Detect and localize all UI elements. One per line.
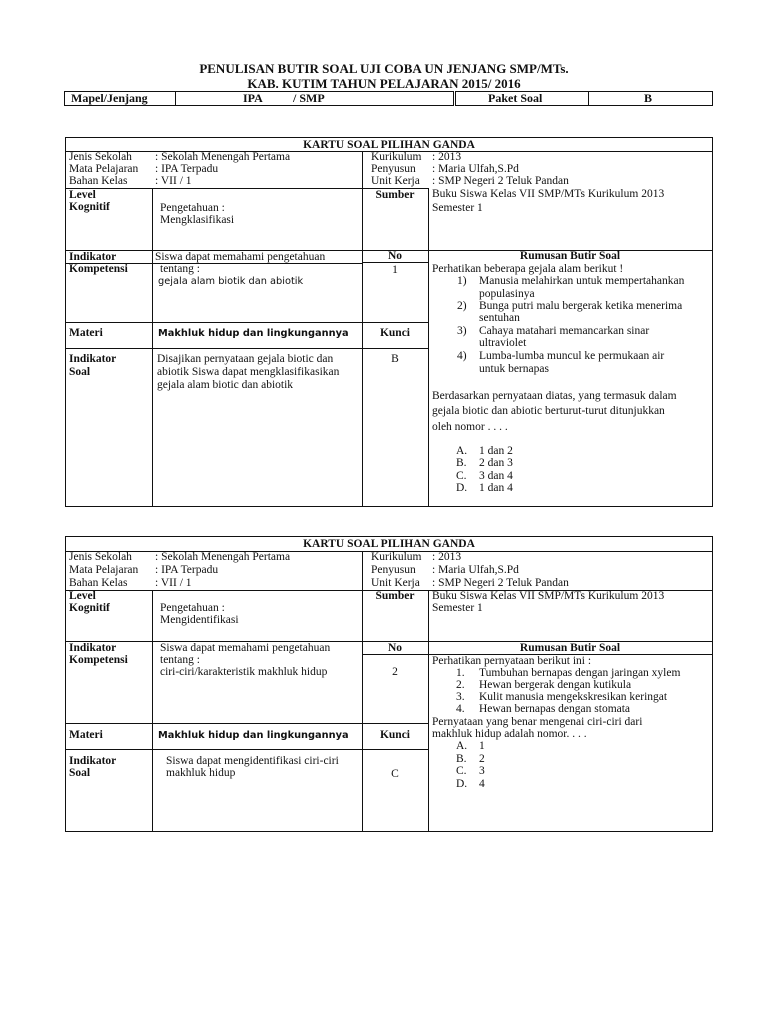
option-c-letter: C.	[456, 470, 467, 482]
materi-label: Materi	[69, 729, 103, 741]
materi-label: Materi	[69, 327, 103, 339]
unit-kerja-value: : SMP Negeri 2 Teluk Pandan	[432, 577, 569, 589]
indikator-kompetensi-value-2: tentang :	[160, 263, 200, 275]
indikator-kompetensi-label-2: Kompetensi	[69, 654, 128, 666]
option-d-text: 1 dan 4	[479, 482, 513, 494]
option-c-text: 3 dan 4	[479, 470, 513, 482]
statement-1-line-2: populasinya	[479, 288, 535, 300]
unit-kerja-value: : SMP Negeri 2 Teluk Pandan	[432, 175, 569, 187]
option-d-letter: D.	[456, 482, 468, 494]
statement-2-line-2: sentuhan	[479, 312, 520, 324]
indikator-soal-value-1: Siswa dapat mengidentifikasi ciri-ciri	[166, 755, 339, 767]
mata-pelajaran-value: : IPA Terpadu	[155, 564, 219, 576]
level-kognitif-value-2: Mengidentifikasi	[160, 614, 239, 626]
sumber-label: Sumber	[375, 590, 415, 602]
no-value: 1	[392, 264, 398, 276]
statement-2-line-1: Hewan bergerak dengan kutikula	[479, 679, 632, 691]
level-kognitif-label-2: Kognitif	[69, 602, 110, 614]
indikator-kompetensi-label-2: Kompetensi	[69, 263, 128, 275]
mata-pelajaran-label: Mata Pelajaran	[69, 163, 139, 175]
statement-3-num: 3.	[456, 691, 465, 703]
level-kognitif-label-1: Level	[69, 590, 96, 602]
option-c-letter: C.	[456, 765, 467, 777]
question-card-2	[65, 536, 713, 832]
level-kognitif-label-2: Kognitif	[69, 201, 110, 213]
level-kognitif-value-2: Mengklasifikasi	[160, 214, 235, 226]
question-intro: Perhatikan pernyataan berikut ini :	[432, 655, 592, 667]
statement-2-num: 2)	[457, 300, 467, 312]
indikator-kompetensi-value-1: Siswa dapat memahami pengetahuan	[155, 251, 326, 263]
statement-2-num: 2.	[456, 679, 465, 691]
indikator-soal-value-3: gejala alam biotic dan abiotik	[157, 379, 294, 391]
paket-soal-value: B	[644, 91, 653, 105]
document-title-line-2: KAB. KUTIM TAHUN PELAJARAN 2015/ 2016	[247, 76, 521, 91]
statement-2-line-1: Bunga putri malu bergerak ketika menerima	[479, 300, 683, 312]
jenis-sekolah-label: Jenis Sekolah	[69, 151, 132, 163]
statement-3-line-2: ultraviolet	[479, 337, 527, 349]
statement-3-line-1: Cahaya matahari memancarkan sinar	[479, 325, 650, 337]
statement-1-num: 1.	[456, 667, 465, 679]
mata-pelajaran-label: Mata Pelajaran	[69, 564, 139, 576]
mapel-level: / SMP	[293, 91, 325, 105]
no-label: No	[387, 642, 403, 654]
indikator-kompetensi-value-1: Siswa dapat memahami pengetahuan	[160, 642, 331, 654]
statement-4-line-1: Lumba-lumba muncul ke permukaan air	[479, 350, 665, 362]
card-title: KARTU SOAL PILIHAN GANDA	[303, 538, 475, 550]
bahan-kelas-value: : VII / 1	[155, 175, 192, 187]
document-title-line-1: PENULISAN BUTIR SOAL UJI COBA UN JENJANG SMP/MTs.	[199, 61, 569, 76]
sumber-value-1: Buku Siswa Kelas VII SMP/MTs Kurikulum 2013	[432, 188, 665, 200]
statement-4-num: 4)	[457, 350, 467, 362]
jenis-sekolah-value: : Sekolah Menengah Pertama	[155, 551, 291, 563]
materi-value: Makhluk hidup dan lingkungannya	[158, 328, 349, 339]
unit-kerja-label: Unit Kerja	[371, 175, 420, 187]
statement-1-line-1: Tumbuhan bernapas dengan jaringan xylem	[479, 667, 681, 679]
statement-3-line-1: Kulit manusia mengekskresikan keringat	[479, 691, 668, 703]
kurikulum-value: : 2013	[432, 551, 462, 563]
rumusan-butir-soal-label: Rumusan Butir Soal	[519, 642, 621, 654]
indikator-kompetensi-label-1: Indikator	[69, 642, 117, 654]
option-a-letter: A.	[456, 445, 468, 457]
indikator-soal-value-1: Disajikan pernyataan gejala biotic dan	[157, 353, 334, 365]
option-d-letter: D.	[456, 778, 468, 790]
statement-1-line-1: Manusia melahirkan untuk mempertahankan	[479, 275, 685, 287]
kunci-label: Kunci	[379, 729, 411, 741]
penyusun-label: Penyusun	[371, 163, 416, 175]
level-kognitif-value-1: Pengetahuan :	[160, 202, 225, 214]
option-d-text: 4	[479, 778, 485, 790]
indikator-kompetensi-label-1: Indikator	[69, 251, 117, 263]
option-a-text: 1 dan 2	[479, 445, 513, 457]
kurikulum-label: Kurikulum	[371, 151, 422, 163]
indikator-soal-value-2: abiotik Siswa dapat mengklasifikasikan	[157, 366, 340, 378]
no-value: 2	[392, 666, 398, 678]
no-label: No	[387, 250, 403, 262]
card-title: KARTU SOAL PILIHAN GANDA	[303, 139, 475, 151]
option-c-text: 3	[479, 765, 485, 777]
sumber-label: Sumber	[375, 189, 415, 201]
indikator-soal-label-1: Indikator	[69, 353, 117, 365]
statement-4-line-1: Hewan bernapas dengan stomata	[479, 703, 631, 715]
option-b-letter: B.	[456, 457, 467, 469]
question-line-2: makhluk hidup adalah nomor. . . .	[432, 728, 587, 740]
bahan-kelas-label: Bahan Kelas	[69, 577, 128, 589]
rumusan-butir-soal-label: Rumusan Butir Soal	[519, 250, 621, 262]
sumber-value-1: Buku Siswa Kelas VII SMP/MTs Kurikulum 2013	[432, 590, 665, 602]
jenis-sekolah-value: : Sekolah Menengah Pertama	[155, 151, 291, 163]
indikator-soal-value-2: makhluk hidup	[166, 767, 236, 779]
statement-4-num: 4.	[456, 703, 465, 715]
mapel-jenjang-label: Mapel/Jenjang	[71, 91, 148, 105]
option-b-text: 2	[479, 753, 485, 765]
option-b-letter: B.	[456, 753, 467, 765]
question-intro: Perhatikan beberapa gejala alam berikut !	[432, 263, 624, 275]
level-kognitif-label-1: Level	[69, 189, 96, 201]
penyusun-value: : Maria Ulfah,S.Pd	[432, 564, 519, 576]
kunci-value: B	[391, 353, 399, 365]
mapel-subject: IPA	[243, 91, 263, 105]
jenis-sekolah-label: Jenis Sekolah	[69, 551, 132, 563]
statement-1-num: 1)	[457, 275, 467, 287]
bahan-kelas-value: : VII / 1	[155, 577, 192, 589]
kurikulum-label: Kurikulum	[371, 551, 422, 563]
indikator-soal-label-2: Soal	[69, 767, 91, 779]
kurikulum-value: : 2013	[432, 151, 462, 163]
unit-kerja-label: Unit Kerja	[371, 577, 420, 589]
penyusun-value: : Maria Ulfah,S.Pd	[432, 163, 519, 175]
mapel-jenjang-box	[64, 91, 454, 106]
paket-soal-box	[455, 91, 713, 106]
sumber-value-2: Semester 1	[432, 202, 483, 214]
materi-value: Makhluk hidup dan lingkungannya	[158, 730, 349, 741]
statement-4-line-2: untuk bernapas	[479, 363, 549, 375]
option-a-text: 1	[479, 740, 485, 752]
question-line-2: gejala biotic dan abiotic berturut-turut ditunjukkan	[432, 405, 665, 417]
indikator-soal-label-2: Soal	[69, 366, 91, 378]
indikator-kompetensi-value-2: tentang :	[160, 654, 200, 666]
question-line-3: oleh nomor . . . .	[432, 421, 508, 433]
question-line-1: Berdasarkan pernyataan diatas, yang termasuk dalam	[432, 390, 677, 402]
option-a-letter: A.	[456, 740, 468, 752]
kunci-label: Kunci	[379, 327, 411, 339]
question-line-1: Pernyataan yang benar mengenai ciri-ciri dari	[432, 716, 643, 728]
paket-soal-label: Paket Soal	[488, 91, 543, 105]
mata-pelajaran-value: : IPA Terpadu	[155, 163, 219, 175]
indikator-kompetensi-value-3: gejala alam biotik dan abiotik	[158, 276, 304, 287]
kunci-value: C	[391, 768, 399, 780]
level-kognitif-value-1: Pengetahuan :	[160, 602, 225, 614]
statement-3-num: 3)	[457, 325, 467, 337]
bahan-kelas-label: Bahan Kelas	[69, 175, 128, 187]
penyusun-label: Penyusun	[371, 564, 416, 576]
sumber-value-2: Semester 1	[432, 602, 483, 614]
question-card-1	[65, 137, 713, 507]
indikator-soal-label-1: Indikator	[69, 755, 117, 767]
indikator-kompetensi-value-3: ciri-ciri/karakteristik makhluk hidup	[160, 666, 328, 678]
option-b-text: 2 dan 3	[479, 457, 513, 469]
